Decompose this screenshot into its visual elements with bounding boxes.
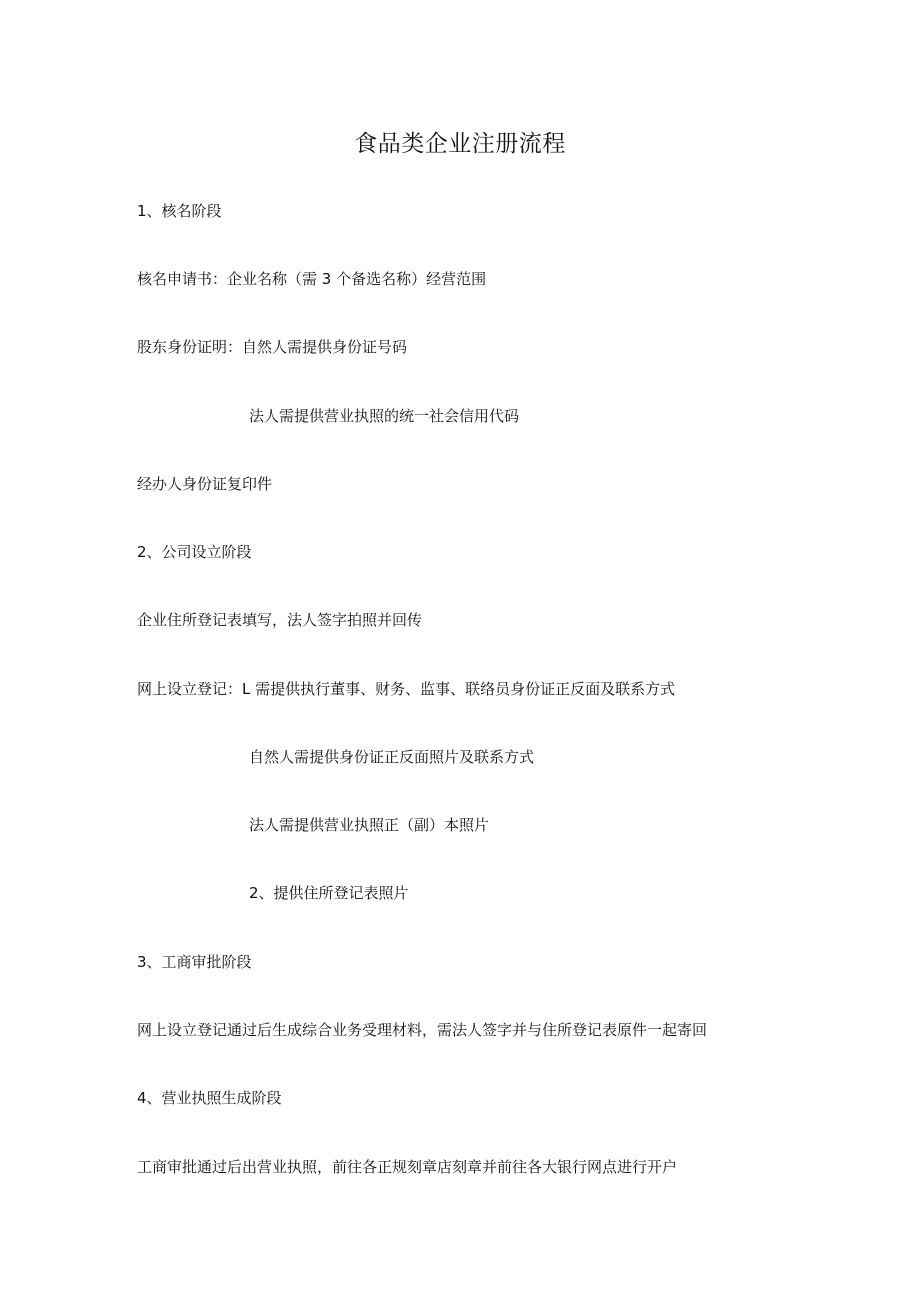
body-line-indented: 自然人需提供身份证正反面照片及联系方式 bbox=[249, 748, 535, 766]
body-line: 企业住所登记表填写，法人签字拍照并回传 bbox=[137, 611, 423, 629]
body-line-indented: 2、提供住所登记表照片 bbox=[249, 884, 409, 902]
body-line: 工商审批通过后出营业执照，前往各正规刻章店刻章并前往各大银行网点进行开户 bbox=[137, 1158, 678, 1176]
body-line-indented: 法人需提供营业执照的统一社会信用代码 bbox=[249, 407, 520, 425]
section-heading-4: 4、营业执照生成阶段 bbox=[137, 1089, 282, 1107]
section-heading-2: 2、公司设立阶段 bbox=[137, 543, 252, 561]
document-title: 食品类企业注册流程 bbox=[354, 131, 566, 157]
body-line: 网上设立登记通过后生成综合业务受理材料，需法人签字并与住所登记表原件一起寄回 bbox=[137, 1021, 708, 1039]
body-line: 核名申请书：企业名称（需 3 个备选名称）经营范围 bbox=[137, 270, 487, 288]
section-heading-3: 3、工商审批阶段 bbox=[137, 953, 252, 971]
body-line: 股东身份证明：自然人需提供身份证号码 bbox=[137, 338, 408, 356]
body-line-indented: 法人需提供营业执照正（副）本照片 bbox=[249, 816, 490, 834]
body-line: 经办人身份证复印件 bbox=[137, 475, 273, 493]
body-line: 网上设立登记：L 需提供执行董事、财务、监事、联络员身份证正反面及联系方式 bbox=[137, 680, 676, 698]
section-heading-1: 1、核名阶段 bbox=[137, 202, 222, 220]
